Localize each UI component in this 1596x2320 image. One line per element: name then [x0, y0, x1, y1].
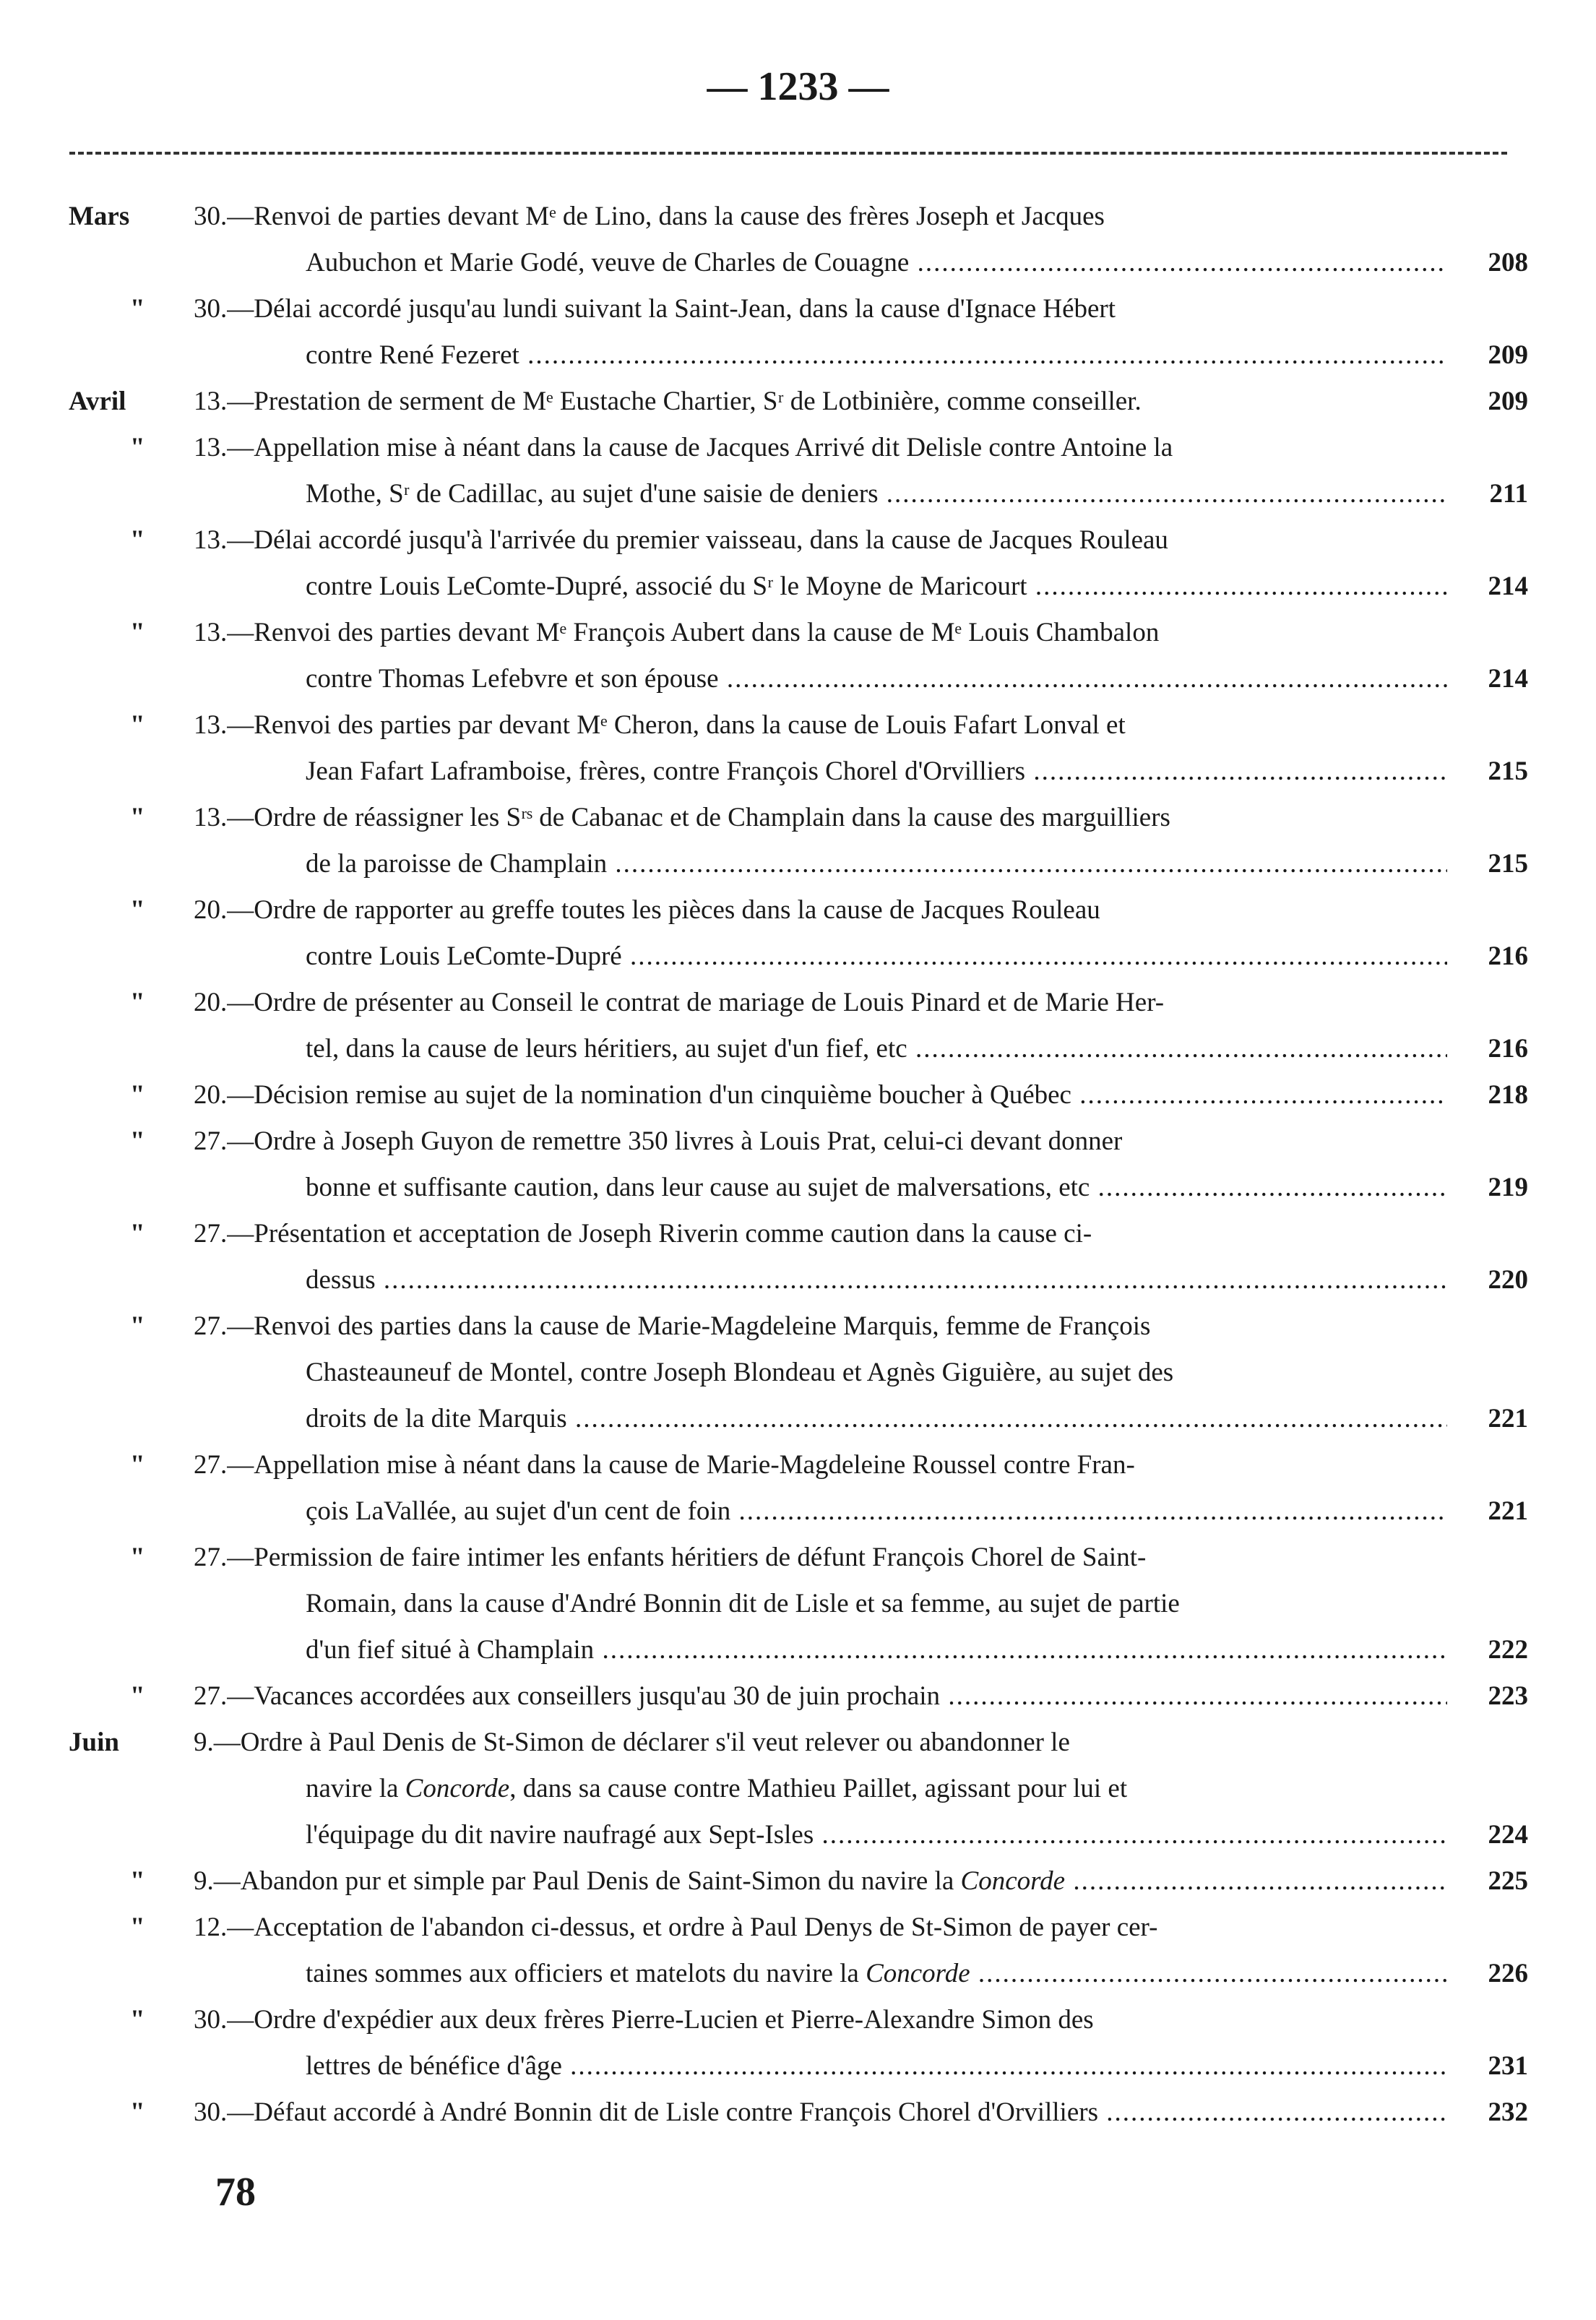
entry-month: "	[130, 710, 145, 740]
entry-line: taines sommes aux officiers et matelots du navire la Concorde .....	[194, 1951, 1447, 1997]
entry-page-ref: 216	[1488, 1034, 1528, 1064]
entry-text	[194, 610, 1447, 702]
entry-month: "	[130, 803, 145, 832]
entry-line: 27.—Vacances accordées aux conseillers jusqu'au 30 de juin prochain .....	[194, 1673, 1447, 1720]
entry-page-ref: 215	[1488, 849, 1528, 879]
entry-line: contre Louis LeComte-Dupré .....	[194, 933, 1447, 980]
entry-month: "	[130, 1866, 145, 1896]
entry-page-ref: 221	[1488, 1496, 1528, 1526]
entry-month: "	[130, 1311, 145, 1341]
entry-month: "	[130, 294, 145, 324]
entry-text	[194, 194, 1447, 286]
entry-month: "	[130, 2097, 145, 2127]
page-number: — 1233 —	[707, 64, 889, 109]
entry-text	[194, 702, 1447, 795]
entry-month: Juin	[69, 1728, 119, 1757]
entry-month: "	[130, 1681, 145, 1711]
entry-page-ref: 208	[1488, 248, 1528, 277]
entry-page-ref: 222	[1488, 1635, 1528, 1665]
entry-line: tel, dans la cause de leurs héritiers, au sujet d'un fief, etc .....	[194, 1026, 1447, 1072]
entry-month: "	[130, 618, 145, 647]
entry-line: Aubuchon et Marie Godé, veuve de Charles de Couagne .....	[194, 240, 1447, 286]
entry-text	[194, 1997, 1447, 2090]
entry-line: 30.—Défaut accordé à André Bonnin dit de Lisle contre François Chorel d'Orvilliers .....	[194, 2090, 1447, 2136]
entry-line: 9.—Ordre à Paul Denis de St-Simon de déclarer s'il veut relever ou abandonner le	[194, 1728, 1070, 1757]
entry-month: "	[130, 1080, 145, 1110]
entry-page-ref: 218	[1488, 1080, 1528, 1110]
entry-text	[194, 1072, 1447, 1118]
entry-line: 13.—Délai accordé jusqu'à l'arrivée du premier vaisseau, dans la cause de Jacques Rouleau	[194, 525, 1168, 555]
entry-line: çois LaVallée, au sujet d'un cent de foin .....	[194, 1488, 1447, 1535]
entry-text	[194, 286, 1447, 379]
entry-line: 20.—Ordre de présenter au Conseil le contrat de mariage de Louis Pinard et de Marie Her-	[194, 988, 1165, 1017]
entry-text	[194, 425, 1447, 517]
entry-line: contre René Fezeret .....	[194, 332, 1447, 379]
entry-page-ref: 215	[1488, 756, 1528, 786]
entry-line: de la paroisse de Champlain .....	[194, 841, 1447, 887]
entry-line: 30.—Délai accordé jusqu'au lundi suivant la Saint-Jean, dans la cause d'Ignace Hébert	[194, 294, 1116, 324]
entry-text	[194, 1720, 1447, 1858]
entry-page-ref: 214	[1488, 572, 1528, 601]
entry-line: bonne et suffisante caution, dans leur cause au sujet de malversations, etc .....	[194, 1165, 1447, 1211]
entry-month: "	[130, 895, 145, 925]
entry-page-ref: 231	[1488, 2051, 1528, 2081]
entry-line: l'équipage du dit navire naufragé aux Sept-Isles .....	[194, 1812, 1447, 1858]
entry-page-ref: 232	[1488, 2097, 1528, 2127]
entry-line: Mothe, Sʳ de Cadillac, au sujet d'une saisie de deniers .....	[194, 471, 1447, 517]
entry-line: 13.—Renvoi des parties par devant Mᵉ Cheron, dans la cause de Louis Fafart Lonval et	[194, 710, 1126, 740]
entry-text	[194, 1673, 1447, 1720]
entry-text	[194, 517, 1447, 610]
entry-line: Chasteauneuf de Montel, contre Joseph Blondeau et Agnès Giguière, au sujet des	[306, 1358, 1174, 1387]
entry-line: 20.—Décision remise au sujet de la nomination d'un cinquième boucher à Québec .....	[194, 1072, 1447, 1118]
entry-line: 12.—Acceptation de l'abandon ci-dessus, et ordre à Paul Denys de St-Simon de payer cer-	[194, 1913, 1158, 1942]
entry-text	[194, 980, 1447, 1072]
entry-month: Mars	[69, 202, 130, 231]
entry-page-ref: 211	[1489, 479, 1528, 509]
entry-month: "	[130, 1913, 145, 1942]
entry-line: d'un fief situé à Champlain .....	[194, 1627, 1447, 1673]
entry-page-ref: 216	[1488, 941, 1528, 971]
entry-line: Jean Fafart Laframboise, frères, contre François Chorel d'Orvilliers .....	[194, 749, 1447, 795]
entry-page-ref: 214	[1488, 664, 1528, 694]
entry-page-ref: 219	[1488, 1173, 1528, 1202]
entry-line: 9.—Abandon pur et simple par Paul Denis de Saint-Simon du navire la Concorde .....	[194, 1858, 1447, 1905]
entry-line: 13.—Appellation mise à néant dans la cause de Jacques Arrivé dit Delisle contre Antoine la	[194, 433, 1173, 462]
entry-text	[194, 887, 1447, 980]
entry-month: "	[130, 988, 145, 1017]
entry-month: Avril	[69, 387, 126, 416]
entry-text	[194, 1535, 1447, 1673]
entry-line: Romain, dans la cause d'André Bonnin dit de Lisle et sa femme, au sujet de partie	[306, 1589, 1180, 1618]
entry-line: droits de la dite Marquis .....	[194, 1396, 1447, 1442]
entry-text	[194, 1303, 1447, 1442]
entry-month: "	[130, 1126, 145, 1156]
entry-line: 30.—Ordre d'expédier aux deux frères Pierre-Lucien et Pierre-Alexandre Simon des	[194, 2005, 1094, 2035]
entry-line: 13.—Prestation de serment de Mᵉ Eustache Chartier, Sʳ de Lotbinière, comme conseiller.	[194, 387, 1142, 416]
entry-month: "	[130, 1219, 145, 1249]
entry-month: "	[130, 433, 145, 462]
entry-text	[194, 1211, 1447, 1303]
entry-line: 27.—Permission de faire intimer les enfants héritiers de défunt François Chorel de Saint-	[194, 1543, 1147, 1572]
entry-text	[194, 795, 1447, 887]
entry-line: 27.—Présentation et acceptation de Joseph Riverin comme caution dans la cause ci-	[194, 1219, 1092, 1249]
entry-line: 30.—Renvoi de parties devant Mᵉ de Lino, dans la cause des frères Joseph et Jacques	[194, 202, 1105, 231]
entry-text	[194, 1858, 1447, 1905]
entry-text	[194, 1118, 1447, 1211]
entry-line: 27.—Renvoi des parties dans la cause de Marie-Magdeleine Marquis, femme de François	[194, 1311, 1151, 1341]
entry-line: 27.—Appellation mise à néant dans la cause de Marie-Magdeleine Roussel contre Fran-	[194, 1450, 1135, 1480]
entry-line: contre Louis LeComte-Dupré, associé du Sʳ le Moyne de Maricourt .....	[194, 564, 1447, 610]
entry-page-ref: 209	[1488, 340, 1528, 370]
entry-line: 20.—Ordre de rapporter au greffe toutes les pièces dans la cause de Jacques Rouleau	[194, 895, 1100, 925]
entry-line: 13.—Renvoi des parties devant Mᵉ François Aubert dans la cause de Mᵉ Louis Chambalon	[194, 618, 1160, 647]
entry-line: contre Thomas Lefebvre et son épouse .....	[194, 656, 1447, 702]
entry-month: "	[130, 1450, 145, 1480]
entry-page-ref: 224	[1488, 1820, 1528, 1850]
entry-page-ref: 225	[1488, 1866, 1528, 1896]
entry-text	[194, 1442, 1447, 1535]
entry-page-ref: 209	[1488, 387, 1528, 416]
entry-month: "	[130, 525, 145, 555]
entry-page-ref: 226	[1488, 1959, 1528, 1988]
entry-page-ref: 220	[1488, 1265, 1528, 1295]
signature-mark: 78	[215, 2170, 256, 2215]
entry-page-ref: 223	[1488, 1681, 1528, 1711]
entry-month: "	[130, 1543, 145, 1572]
entry-text	[194, 2090, 1447, 2136]
entry-line: 27.—Ordre à Joseph Guyon de remettre 350 livres à Louis Prat, celui-ci devant donner	[194, 1126, 1123, 1156]
entry-text	[194, 379, 1447, 425]
entry-text	[194, 1905, 1447, 1997]
entry-line: lettres de bénéfice d'âge .....	[194, 2043, 1447, 2090]
entry-line: dessus .....	[194, 1257, 1447, 1303]
entry-month: "	[130, 2005, 145, 2035]
entry-page-ref: 221	[1488, 1404, 1528, 1433]
entry-line: 13.—Ordre de réassigner les Sʳˢ de Cabanac et de Champlain dans la cause des marguilliers	[194, 803, 1170, 832]
entry-line: navire la Concorde, dans sa cause contre Mathieu Paillet, agissant pour lui et	[306, 1774, 1128, 1803]
